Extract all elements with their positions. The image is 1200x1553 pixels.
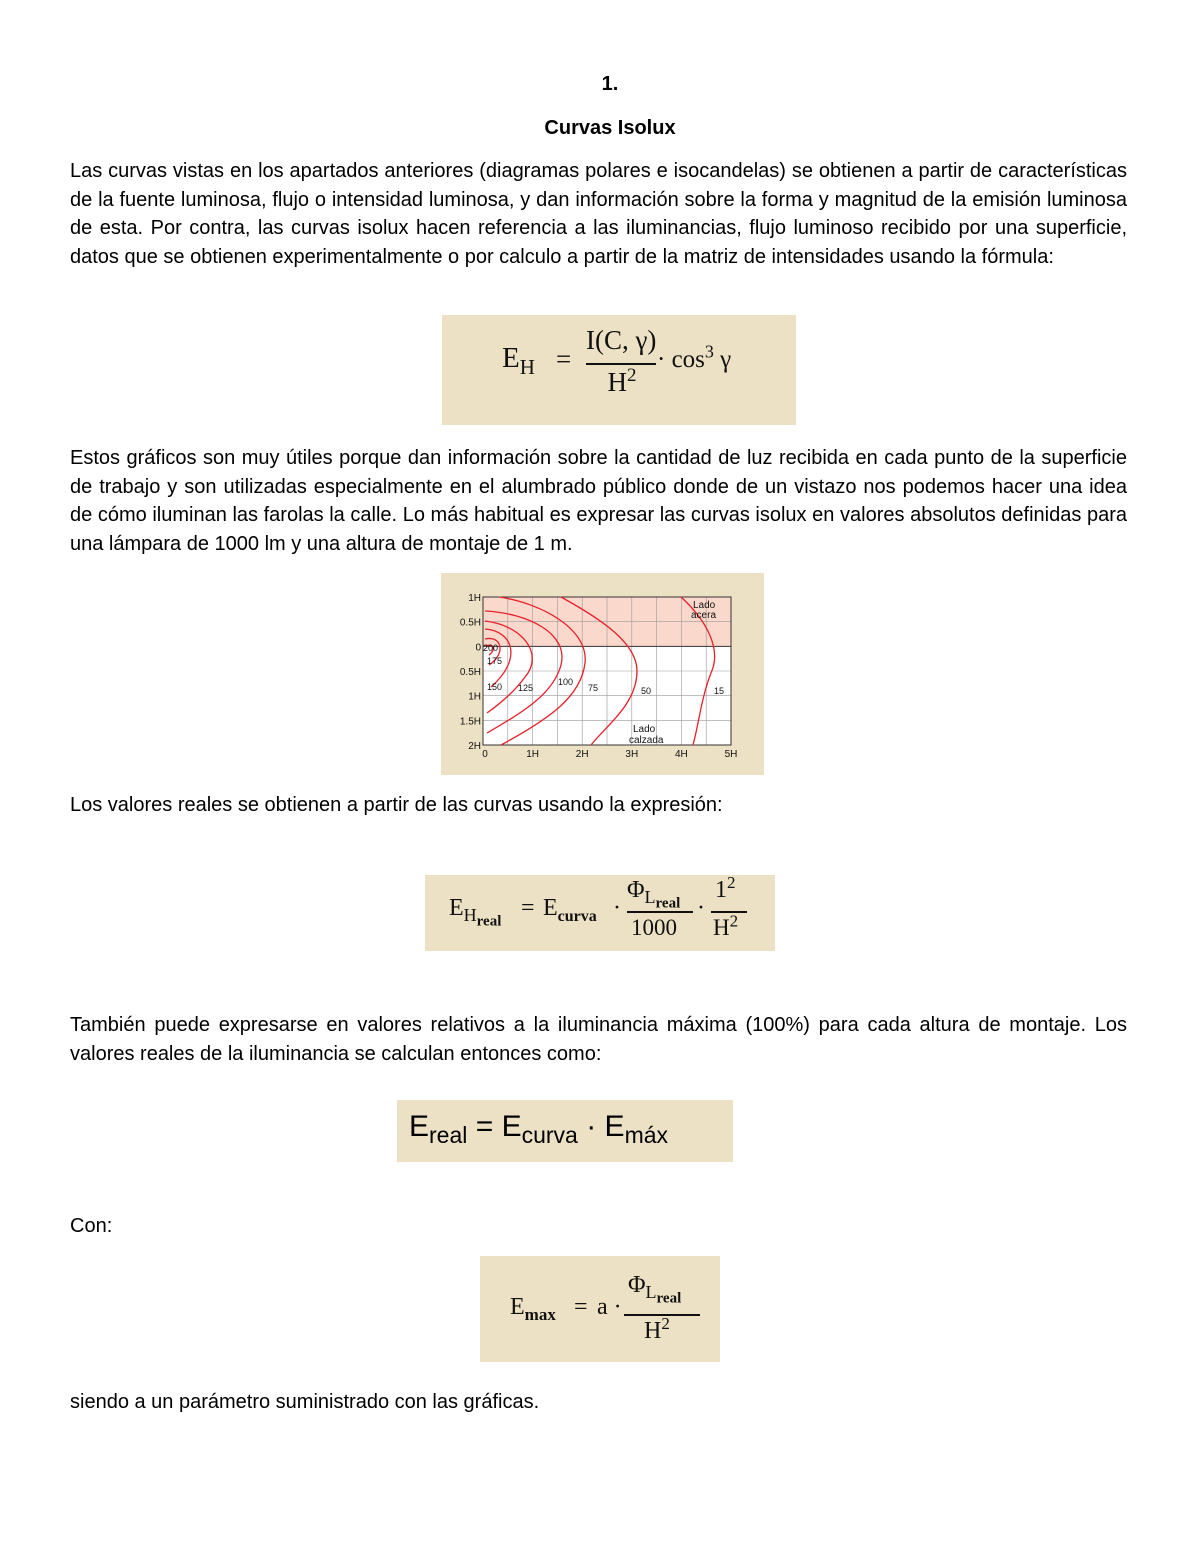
heading-title: Curvas Isolux xyxy=(544,117,676,139)
curve-label: 150 xyxy=(487,682,503,692)
y-tick-label: 0.5H xyxy=(459,667,481,678)
zone-top-label: acera xyxy=(691,610,717,621)
paragraph-usefulness: Estos gráficos son muy útiles porque dan información sobre la cantidad de luz recibida en cada punto de la superficie de trabajo y son utilizadas especialmente en el alumbrado público donde de un vistazo nos podemos hacer una idea de cómo iluminan las farolas la calle. Lo más habitual es expresar las curvas isolux en valores absolutos definidas para una lámpara de 1000 lm y una altura de montaje de 1 m. xyxy=(70,447,1127,555)
y-tick-label: 0 xyxy=(475,642,481,654)
paragraph-con: Con: xyxy=(70,1215,113,1237)
y-tick-label: 0.5H xyxy=(459,617,481,629)
curve-label: 175 xyxy=(487,656,503,666)
curve-label: 15 xyxy=(714,686,725,696)
formula-illuminance: $E_H$ = I(C, γ) $H^2$ · $\cos^3 \gamma$ xyxy=(442,315,796,425)
x-tick-label: 4H xyxy=(675,749,688,760)
curve-label: 125 xyxy=(518,683,534,693)
formula-max-illuminance: $E_{max}$ = a · $\Phi_{L_{real}}$ $H^2$ xyxy=(480,1256,720,1362)
y-tick-label: 2H xyxy=(468,741,481,752)
zone-top-label: Lado xyxy=(693,600,716,611)
paragraph-real-values: Los valores reales se obtienen a partir de las curvas usando la expresión: xyxy=(70,794,723,816)
x-tick-label: 3H xyxy=(625,749,639,760)
formula-real-illuminance: $E_{H_{real}}$ = $E_{curva}$ · $\Phi_{L_{real}}$ 1000 · $1^2$ $H^2$ xyxy=(425,875,775,951)
y-tick-label: 1.5H xyxy=(459,716,481,728)
heading-number: 1. xyxy=(601,73,619,95)
zone-bottom-label: calzada xyxy=(629,735,664,746)
x-tick-label: 5H xyxy=(724,749,738,760)
curve-label: 200 xyxy=(483,643,499,653)
x-tick-label: 2H xyxy=(575,749,589,760)
y-tick-label: 1H xyxy=(468,593,481,604)
paragraph-intro: Las curvas vistas en los apartados anteriores (diagramas polares e isocandelas) se obtienen a partir de características de la fuente luminosa, flujo o intensidad luminosa, y dan información sobre la forma y magnitud de la emisión luminosa de esta. Por contra, las curvas isolux hacen referencia a las iluminancias, flujo luminoso recibido por una superficie, datos que se obtienen experimentalmente o por calculo a partir de la matriz de intensidades usando la fórmula: xyxy=(70,160,1127,268)
formula-lhs: E xyxy=(502,342,520,374)
x-tick-label: 0 xyxy=(482,749,488,760)
curve-label: 50 xyxy=(641,686,652,696)
curve-label: 100 xyxy=(558,677,574,687)
zone-bottom-label: Lado xyxy=(633,724,656,735)
paragraph-parameter: siendo a un parámetro suministrado con las gráficas. xyxy=(70,1391,540,1413)
isolux-chart-svg xyxy=(441,573,764,775)
curve-label: 75 xyxy=(588,683,599,693)
paragraph-relative-values: También puede expresarse en valores relativos a la iluminancia máxima (100%) para cada altura de montaje. Los valores reales de la iluminancia se calculan entonces como: xyxy=(70,1014,1127,1065)
y-tick-label: 1H xyxy=(468,691,481,703)
isolux-chart xyxy=(441,573,764,775)
formula-relative: $E_{real} = E_{curva} \cdot E_{máx}$ xyxy=(397,1100,733,1162)
x-tick-label: 1H xyxy=(526,749,539,760)
